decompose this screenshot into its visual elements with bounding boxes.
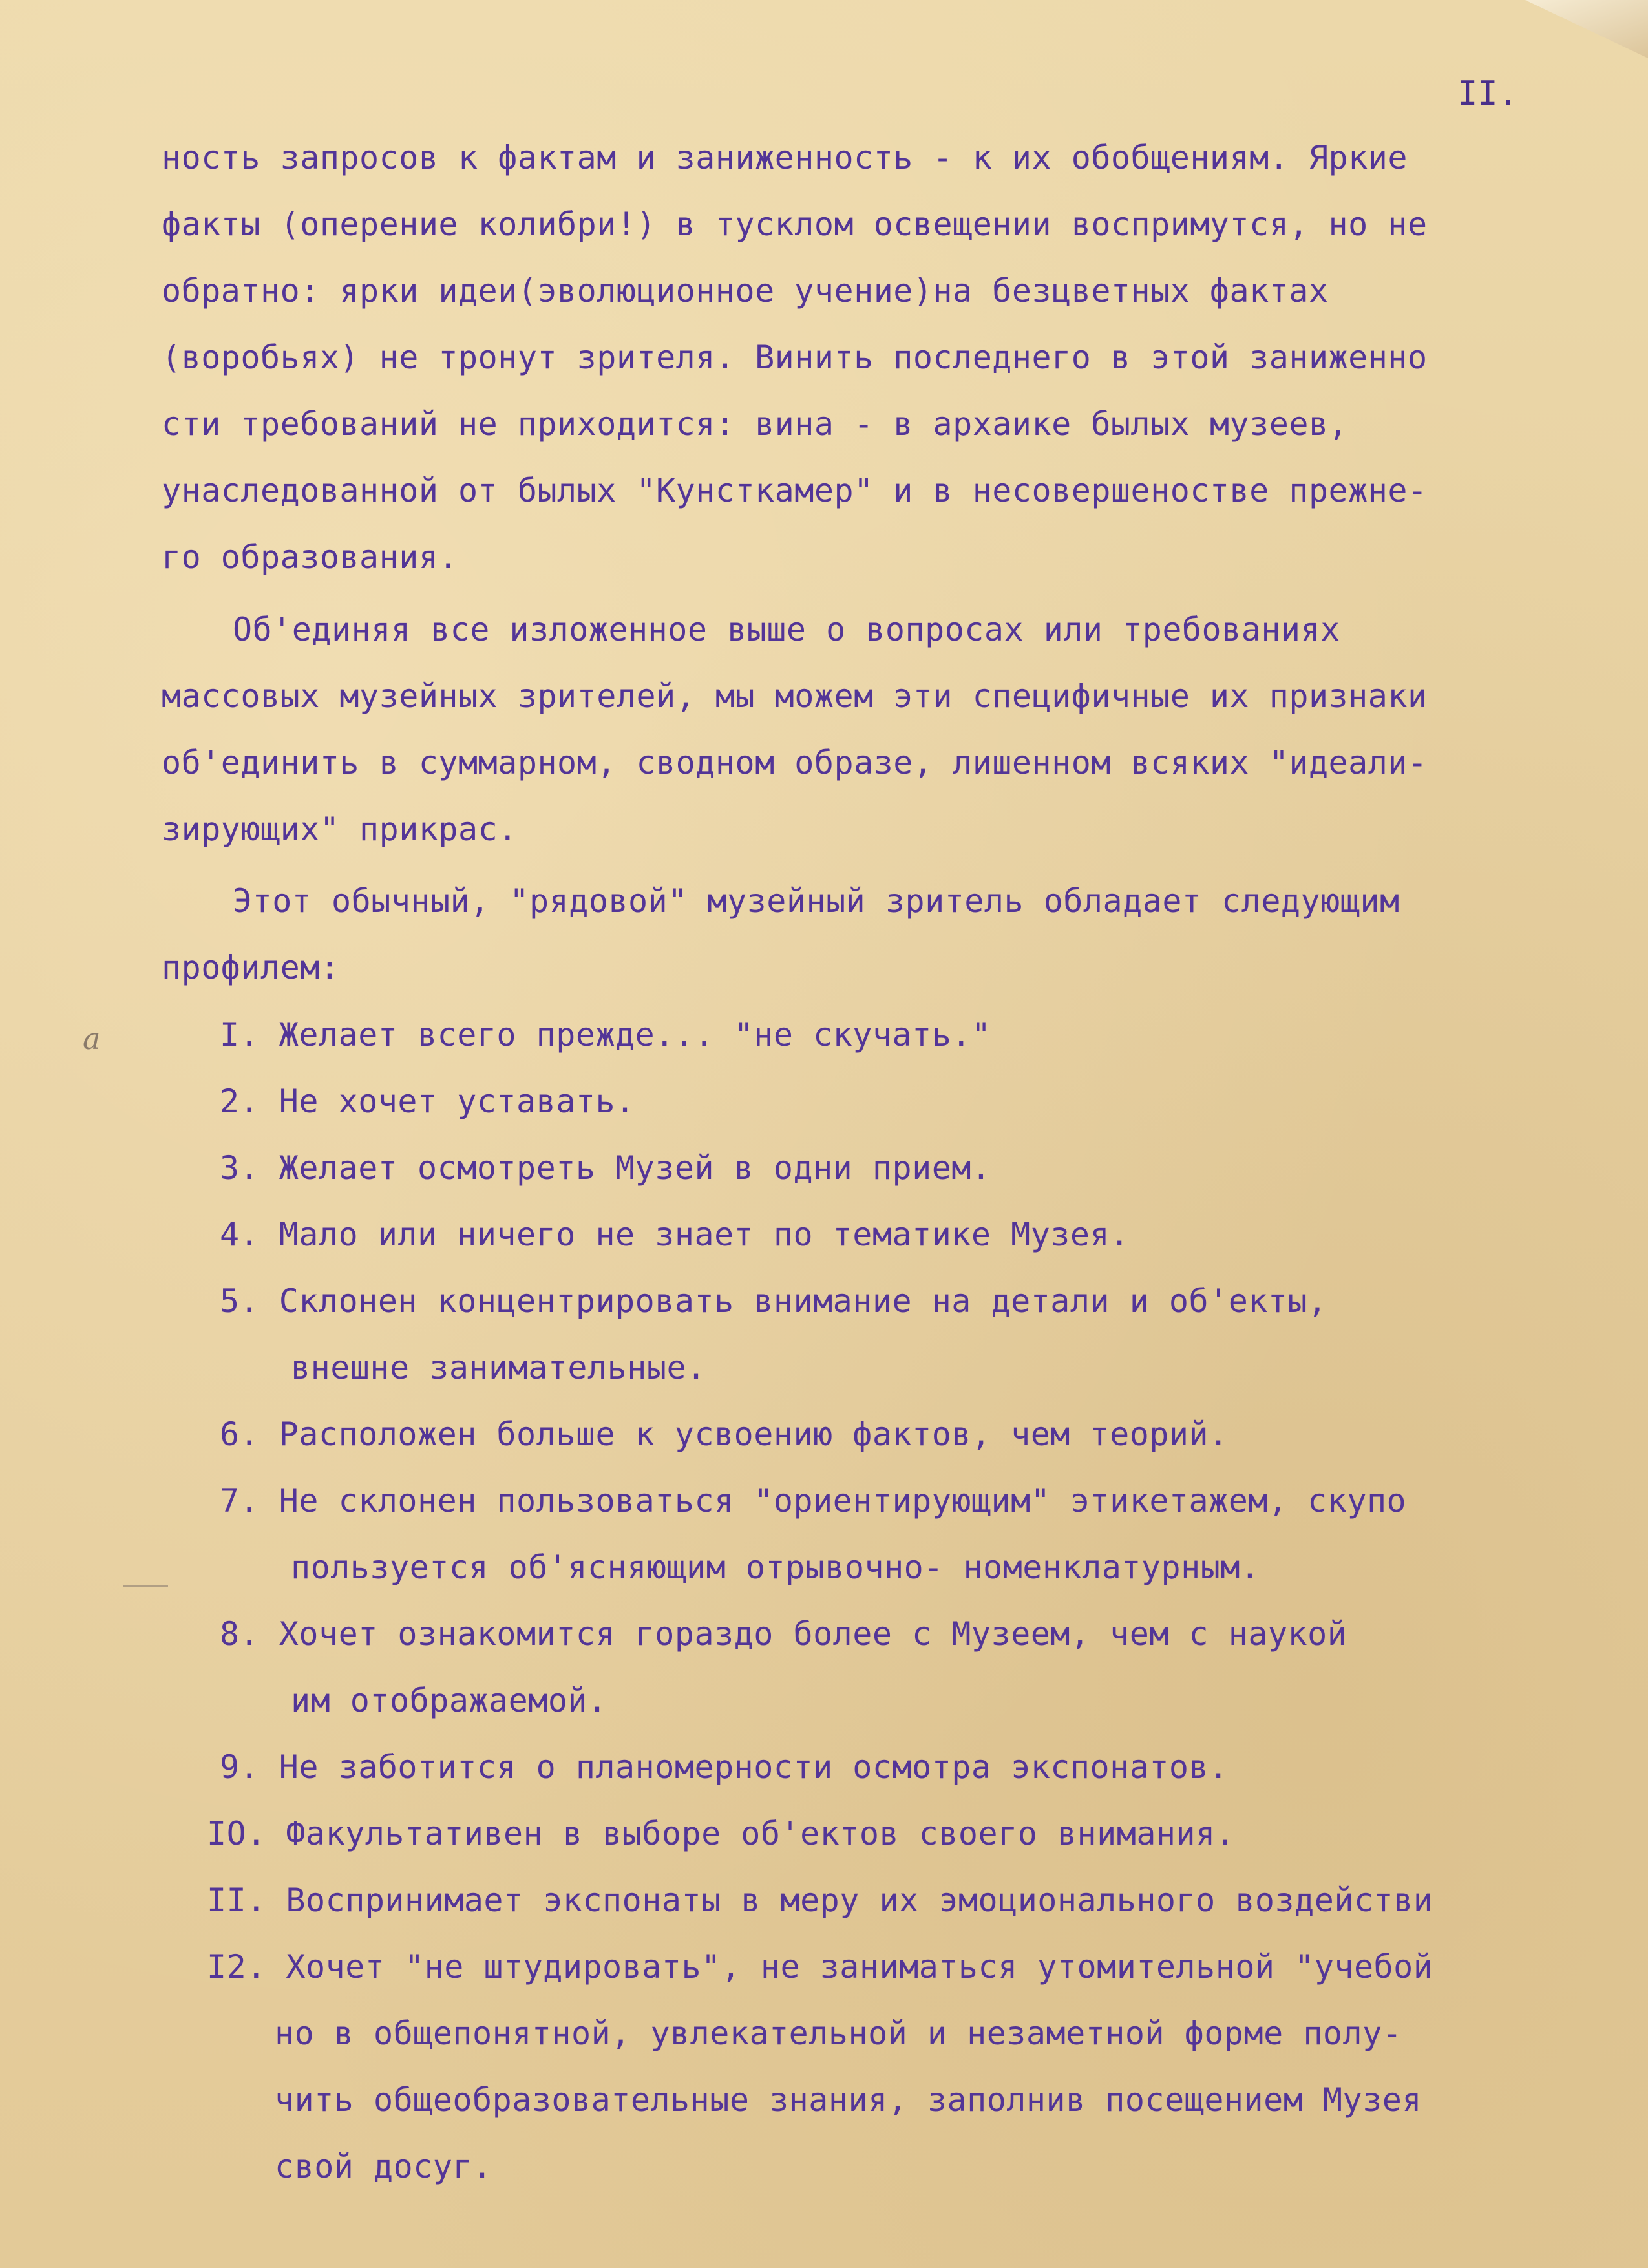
list-item: I. Желает всего прежде... "не скучать." <box>220 1016 991 1054</box>
text-line: сти требований не приходится: вина - в архаике былых музеев, <box>162 405 1349 443</box>
text-line: обратно: ярки идеи(эволюционное учение)на безцветных фактах <box>162 272 1329 310</box>
text-line: Об'единяя все изложенное выше о вопросах или требованиях <box>233 611 1340 648</box>
text-line: об'единить в суммарном, сводном образе, лишенном всяких "идеали- <box>162 744 1428 781</box>
text-line: унаследованной от былых "Кунсткамер" и в несовершеностве прежне- <box>162 472 1428 509</box>
list-item: 4. Мало или ничего не знает по тематике Музея. <box>220 1216 1130 1253</box>
list-item: 8. Хочет ознакомится гораздо более с Музеем, чем с наукой <box>220 1615 1347 1653</box>
text-line: факты (оперение колибри!) в тусклом освещении воспримутся, но не <box>162 206 1428 243</box>
list-item-continuation: им отображаемой. <box>291 1682 607 1719</box>
list-item: 9. Не заботится о планомерности осмотра экспонатов. <box>220 1748 1229 1786</box>
list-item-continuation: но в общепонятной, увлекательной и незаметной форме полу- <box>275 2015 1402 2052</box>
list-item: 3. Желает осмотреть Музей в одни прием. <box>220 1149 991 1187</box>
list-item: 6. Расположен больше к усвоению фактов, чем теорий. <box>220 1415 1229 1453</box>
page-number: II. <box>1457 74 1518 113</box>
list-item-continuation: свой досуг. <box>275 2148 492 2185</box>
margin-dash <box>123 1585 168 1587</box>
text-line: профилем: <box>162 949 340 986</box>
list-item: 5. Склонен концентрировать внимание на детали и об'екты, <box>220 1282 1327 1320</box>
folded-corner <box>1525 0 1648 58</box>
text-line: Этот обычный, "рядовой" музейный зритель обладает следующим <box>233 882 1400 920</box>
list-item: IO. Факультативен в выборе об'ектов своего внимания. <box>207 1815 1236 1852</box>
text-line: ность запросов к фактам и заниженность - к их обобщениям. Яркие <box>162 139 1408 176</box>
list-item: 7. Не склонен пользоваться "ориентирующим" этикетажем, скупо <box>220 1482 1407 1520</box>
list-item: II. Воспринимает экспонаты в меру их эмоционального воздействи <box>207 1881 1433 1919</box>
margin-letter: a <box>83 1021 101 1056</box>
list-item-continuation: пользуется об'ясняющим отрывочно- номенклатурным. <box>291 1549 1260 1586</box>
text-line: зирующих" прикрас. <box>162 811 518 848</box>
list-item: 2. Не хочет уставать. <box>220 1083 635 1120</box>
text-line: го образования. <box>162 538 459 576</box>
list-item-continuation: внешне занимательные. <box>291 1349 706 1386</box>
text-line: массовых музейных зрителей, мы можем эти специфичные их признаки <box>162 677 1428 715</box>
text-line: (воробьях) не тронут зрителя. Винить последнего в этой заниженно <box>162 339 1428 376</box>
list-item-continuation: чить общеобразовательные знания, заполнив посещением Музея <box>275 2081 1422 2119</box>
list-item: I2. Хочет "не штудировать", не заниматься утомительной "учебой <box>207 1948 1433 1986</box>
